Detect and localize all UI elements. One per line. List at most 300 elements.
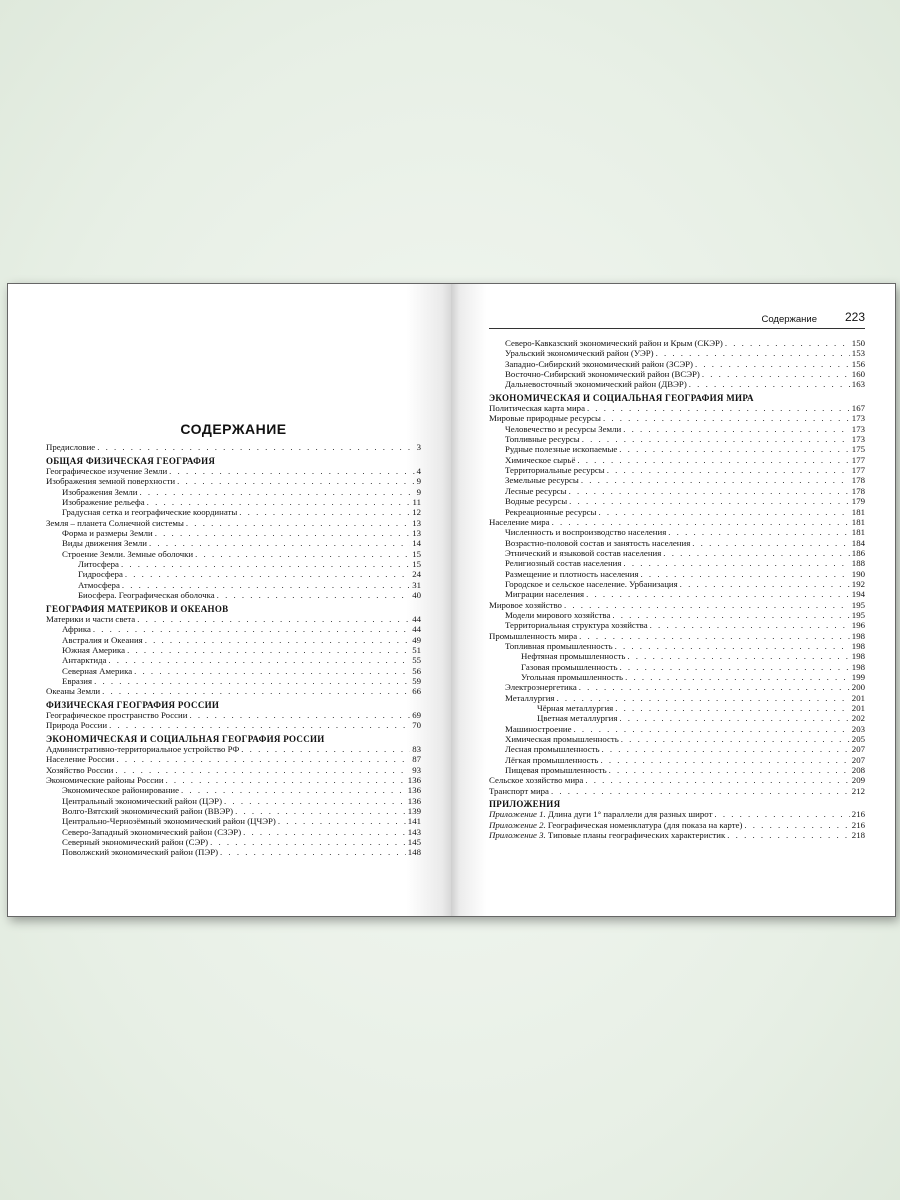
toc-entry[interactable] <box>489 338 865 348</box>
toc-entry[interactable] <box>489 775 865 785</box>
toc-entry-title: Изображения земной поверхности <box>46 476 176 487</box>
toc-entry-title: Лёгкая промышленность <box>505 754 599 765</box>
dot-leader <box>615 641 850 651</box>
toc-entry-title: Океаны Земли <box>46 686 101 697</box>
toc-left-column <box>46 421 421 858</box>
toc-entry[interactable] <box>489 600 865 610</box>
toc-entry[interactable] <box>489 507 865 517</box>
toc-entry[interactable] <box>489 693 865 703</box>
toc-entry[interactable] <box>489 538 865 548</box>
toc-entry[interactable] <box>46 569 421 579</box>
dot-leader <box>181 785 406 795</box>
toc-entry[interactable] <box>489 455 865 465</box>
dot-leader <box>601 744 849 754</box>
dot-leader <box>577 455 849 465</box>
dot-leader <box>619 713 849 723</box>
toc-entry-title: Человечество и ресурсы Земли <box>505 423 622 434</box>
toc-entry[interactable] <box>489 434 865 444</box>
toc-entry-title: Градусная сетка и географические координаты <box>62 507 238 518</box>
toc-entry-title: Западно-Сибирский экономический район (ЗСЭР) <box>505 358 693 369</box>
toc-entry-title: Транспорт мира <box>489 785 549 796</box>
dot-leader <box>217 590 411 600</box>
toc-page-number: 44 <box>412 613 421 624</box>
toc-page-number: 9 <box>416 486 421 497</box>
dot-leader <box>615 703 850 713</box>
dot-leader <box>725 338 850 348</box>
toc-page-number: 136 <box>407 775 421 785</box>
dot-leader <box>169 466 414 476</box>
toc-entry-title: Восточно-Сибирский экономический район (ВСЭР) <box>505 369 700 380</box>
toc-entry[interactable] <box>46 686 421 696</box>
dot-leader <box>210 837 406 847</box>
toc-entry-title: Водные ресурсы <box>505 496 568 507</box>
toc-entry[interactable] <box>46 466 421 476</box>
toc-entry-title: Газовая промышленность <box>521 661 618 672</box>
toc-entry-title: Рекреационные ресурсы <box>505 506 597 517</box>
dot-leader <box>117 754 411 764</box>
toc-entry[interactable] <box>46 816 421 826</box>
toc-page-number: 163 <box>851 379 865 390</box>
dot-leader <box>623 424 850 434</box>
toc-page-number: 208 <box>851 765 865 776</box>
toc-entry-title: Гидросфера <box>78 569 123 580</box>
toc-page-number: 179 <box>851 496 865 507</box>
toc-entry-title <box>489 830 725 840</box>
dot-leader <box>586 589 850 599</box>
toc-page-number: 205 <box>851 734 865 745</box>
toc-entry-title: Население мира <box>489 516 550 527</box>
dot-leader <box>145 635 410 645</box>
toc-page-number: 136 <box>407 795 421 806</box>
dot-leader <box>189 710 410 720</box>
toc-page-number: 4 <box>416 466 421 477</box>
dot-leader <box>600 755 849 765</box>
section-heading: ЭКОНОМИЧЕСКАЯ И СОЦИАЛЬНАЯ ГЕОГРАФИЯ РОССИИ <box>46 733 325 744</box>
toc-entry[interactable] <box>489 755 865 765</box>
dot-leader <box>102 686 410 696</box>
toc-entry-title: Антарктида <box>62 655 107 666</box>
toc-entry-title: Северный экономический район (СЭР) <box>62 837 209 848</box>
toc-page-number: 40 <box>412 590 421 601</box>
toc-page-number: 153 <box>851 348 865 359</box>
toc-entry-title: Численность и воспроизводство населения <box>505 527 667 538</box>
toc-entry-title: Топливные ресурсы <box>505 434 580 445</box>
toc-page-number: 56 <box>412 665 421 676</box>
dot-leader <box>122 580 410 590</box>
toc-page-number: 173 <box>851 423 865 434</box>
toc-entry-title: Религиозный состав населения <box>505 558 622 569</box>
dot-leader <box>621 734 850 744</box>
dot-leader <box>186 518 410 528</box>
toc-page-number: 178 <box>851 475 865 486</box>
toc-page-number: 198 <box>851 661 865 672</box>
toc-entry[interactable] <box>46 580 421 590</box>
toc-entry-title: Географическое изучение Земли <box>46 466 168 477</box>
dot-leader <box>579 631 850 641</box>
dot-leader <box>115 765 410 775</box>
toc-entry-title: Северо-Кавказский экономический район и Крым (СКЭР) <box>505 338 723 348</box>
toc-entry-title: Изображения Земли <box>62 486 138 497</box>
toc-entry-title: Предисловие <box>46 442 96 453</box>
toc-entry[interactable] <box>489 830 865 840</box>
dot-leader <box>695 359 850 369</box>
appendix-title: Типовые планы географических характеристик <box>545 830 726 841</box>
toc-page-number: 93 <box>412 764 421 775</box>
toc-entry[interactable] <box>46 744 421 754</box>
toc-entry-title: Австралия и Океания <box>62 634 143 645</box>
toc-page-number: 207 <box>851 744 865 755</box>
dot-leader <box>134 666 410 676</box>
dot-leader <box>551 786 850 796</box>
dot-leader <box>155 528 410 538</box>
toc-page-number: 196 <box>851 620 865 631</box>
toc-entry-title: Строение Земли. Земные оболочки <box>62 548 194 559</box>
toc-entry[interactable] <box>489 413 865 423</box>
toc-page-number: 184 <box>851 537 865 548</box>
dot-leader <box>623 558 849 568</box>
toc-entry[interactable] <box>46 518 421 528</box>
toc-entry-title: Мировое хозяйство <box>489 599 562 610</box>
toc-entry-title: Земельные ресурсы <box>505 475 579 486</box>
toc-page-number: 14 <box>412 538 421 549</box>
toc-entry-title: Чёрная металлургия <box>537 703 614 714</box>
toc-entry-title: Химическое сырьё <box>505 454 576 465</box>
toc-entry[interactable] <box>46 549 421 559</box>
toc-entry[interactable] <box>489 641 865 651</box>
dot-leader <box>241 744 410 754</box>
toc-entry[interactable] <box>46 837 421 847</box>
toc-entry-title: Сельское хозяйство мира <box>489 775 584 786</box>
toc-page-number: 15 <box>412 559 421 570</box>
toc-entry[interactable] <box>46 624 421 634</box>
toc-entry-title: Лесные ресурсы <box>505 485 567 496</box>
toc-entry[interactable] <box>46 765 421 775</box>
toc-entry[interactable] <box>46 676 421 686</box>
toc-entry[interactable] <box>46 442 421 452</box>
toc-entry[interactable] <box>489 569 865 579</box>
appendix-label: Приложение 3. <box>489 830 546 841</box>
section-heading: ПРИЛОЖЕНИЯ <box>489 799 561 810</box>
toc-entry[interactable] <box>489 786 865 796</box>
dot-leader <box>625 672 850 682</box>
toc-page-number: 83 <box>412 743 421 754</box>
toc-page-number: 201 <box>851 692 865 703</box>
toc-entry[interactable] <box>489 369 865 379</box>
toc-entry[interactable] <box>489 527 865 537</box>
toc-entry[interactable] <box>46 710 421 720</box>
dot-leader <box>587 403 850 413</box>
toc-page-number: 51 <box>412 644 421 655</box>
toc-entry[interactable] <box>489 672 865 682</box>
toc-entry[interactable] <box>489 809 865 819</box>
dot-leader <box>278 816 406 826</box>
toc-entry-title: Евразия <box>62 675 93 686</box>
dot-leader <box>127 645 410 655</box>
toc-page-number: 203 <box>851 723 865 734</box>
toc-entry-title: Политическая карта мира <box>489 403 585 414</box>
toc-entry-title: Экономическое районирование <box>62 785 180 796</box>
toc-page-number: 207 <box>851 754 865 765</box>
toc-entry[interactable] <box>46 827 421 837</box>
toc-page-number: 44 <box>412 624 421 635</box>
toc-entry[interactable] <box>489 548 865 558</box>
dot-leader <box>97 442 414 452</box>
dot-leader <box>603 413 850 423</box>
toc-entry[interactable] <box>489 444 865 454</box>
toc-page-number: 13 <box>412 528 421 539</box>
toc-page-number: 178 <box>851 485 865 496</box>
appendix-label: Приложение 1. <box>489 809 546 820</box>
toc-entry-title: Возрастно-половой состав и занятость населения <box>505 537 691 548</box>
toc-page-number: 186 <box>851 547 865 558</box>
toc-entry-title: Форма и размеры Земли <box>62 528 153 539</box>
toc-entry[interactable] <box>489 662 865 672</box>
dot-leader <box>663 548 850 558</box>
dot-leader <box>556 693 849 703</box>
toc-entry[interactable] <box>489 486 865 496</box>
toc-page-number: 15 <box>412 548 421 559</box>
toc-page-number: 173 <box>851 413 865 424</box>
toc-page-number: 11 <box>412 497 421 508</box>
toc-entry-title: Литосфера <box>78 559 119 570</box>
toc-entry[interactable] <box>489 620 865 630</box>
toc-page-number: 181 <box>851 516 865 527</box>
toc-entry-title: Природа России <box>46 720 108 731</box>
toc-entry-title: Географическое пространство России <box>46 709 188 720</box>
toc-entry[interactable] <box>46 614 421 624</box>
dot-leader <box>619 662 849 672</box>
toc-entry[interactable] <box>489 703 865 713</box>
dot-leader <box>139 487 414 497</box>
dot-leader <box>627 651 849 661</box>
toc-entry-title: Северная Америка <box>62 665 133 676</box>
dot-leader <box>564 600 850 610</box>
toc-entry-title: Цветная металлургия <box>537 713 618 724</box>
toc-entry[interactable] <box>46 655 421 665</box>
toc-entry[interactable] <box>46 528 421 538</box>
toc-entry[interactable] <box>489 820 865 830</box>
toc-page-number: 188 <box>851 558 865 569</box>
toc-entry-title: Центральный экономический район (ЦЭР) <box>62 795 223 806</box>
dot-leader <box>93 624 410 634</box>
toc-entry-title: Южная Америка <box>62 644 126 655</box>
toc-page-number: 9 <box>416 476 421 487</box>
book-spread <box>7 283 896 917</box>
toc-page-number: 69 <box>412 709 421 720</box>
dot-leader <box>147 497 411 507</box>
dot-leader <box>714 809 849 819</box>
dot-leader <box>581 475 850 485</box>
toc-page-number: 181 <box>851 506 865 517</box>
toc-page-number: 143 <box>407 826 421 837</box>
toc-page-number: 24 <box>412 569 421 580</box>
toc-entry-title: Металлургия <box>505 692 555 703</box>
dot-leader <box>579 682 850 692</box>
toc-entry-title: Атмосфера <box>78 579 120 590</box>
toc-entry[interactable] <box>46 796 421 806</box>
toc-entry[interactable] <box>489 496 865 506</box>
toc-entry[interactable] <box>489 713 865 723</box>
running-head-title: Содержание <box>761 314 817 325</box>
dot-leader <box>702 369 850 379</box>
toc-entry-title: Материки и части света <box>46 613 136 624</box>
dot-leader <box>235 806 406 816</box>
dot-leader <box>582 434 850 444</box>
dot-leader <box>121 559 410 569</box>
toc-entry[interactable] <box>46 538 421 548</box>
toc-page-number: 70 <box>412 720 421 731</box>
toc-entry[interactable] <box>489 631 865 641</box>
toc-entry[interactable] <box>489 424 865 434</box>
toc-entry[interactable] <box>46 590 421 600</box>
toc-entry[interactable] <box>489 765 865 775</box>
dot-leader <box>656 348 850 358</box>
toc-entry-title: Пищевая промышленность <box>505 765 607 776</box>
toc-entry-title: Химическая промышленность <box>505 734 619 745</box>
toc-entry-title: Северо-Западный экономический район (СЗЭР) <box>62 826 242 837</box>
toc-entry[interactable] <box>489 475 865 485</box>
running-head <box>489 312 865 329</box>
toc-entry[interactable] <box>489 465 865 475</box>
toc-entry-title: Промышленность мира <box>489 630 578 641</box>
section-heading: ГЕОГРАФИЯ МАТЕРИКОВ И ОКЕАНОВ <box>46 603 229 614</box>
toc-entry[interactable] <box>46 754 421 764</box>
toc-entry[interactable] <box>46 635 421 645</box>
toc-entry-title: Угольная промышленность <box>521 672 624 682</box>
toc-entry-title: Волго-Вятский экономический район (ВВЭР) <box>62 806 234 817</box>
right-page <box>451 284 895 916</box>
toc-page-number: 195 <box>851 599 865 610</box>
dot-leader <box>609 765 850 775</box>
dot-leader <box>243 827 406 837</box>
dot-leader <box>108 655 410 665</box>
dot-leader <box>650 620 850 630</box>
toc-page-number: 145 <box>407 837 421 848</box>
dot-leader <box>195 549 410 559</box>
dot-leader <box>94 676 410 686</box>
dot-leader <box>149 538 410 548</box>
toc-entry-title: Изображение рельефа <box>62 497 145 508</box>
toc-page-number: 198 <box>851 640 865 651</box>
dot-leader <box>744 820 849 830</box>
toc-entry[interactable] <box>489 348 865 358</box>
toc-entry[interactable] <box>489 682 865 692</box>
dot-leader <box>689 379 850 389</box>
toc-entry-title: Поволжский экономический район (ПЭР) <box>62 847 219 858</box>
toc-entry[interactable] <box>46 806 421 816</box>
toc-entry-title: Мировые природные ресурсы <box>489 413 601 424</box>
toc-page-number: 3 <box>416 442 421 453</box>
toc-entry-title: Экономические районы России <box>46 775 164 785</box>
toc-page-number: 202 <box>851 713 865 724</box>
toc-page-number: 66 <box>412 686 421 697</box>
dot-leader <box>552 517 850 527</box>
toc-entry-title: Виды движения Земли <box>62 538 148 549</box>
toc-entry-title <box>489 809 712 819</box>
toc-page-number: 216 <box>851 809 865 820</box>
toc-entry[interactable] <box>489 744 865 754</box>
toc-entry-title: Размещение и плотность населения <box>505 568 639 579</box>
toc-entry[interactable] <box>489 651 865 661</box>
toc-entry[interactable] <box>46 666 421 676</box>
toc-entry[interactable] <box>46 847 421 857</box>
page-number: 223 <box>844 310 865 324</box>
toc-entry[interactable] <box>489 589 865 599</box>
toc-page-number: 12 <box>412 507 421 518</box>
page-title: СОДЕРЖАНИЕ <box>180 421 287 437</box>
toc-entry[interactable] <box>46 559 421 569</box>
toc-entry[interactable] <box>489 517 865 527</box>
toc-page-number: 181 <box>851 527 865 538</box>
toc-entry-title: Этнический и языковой состав населения <box>505 547 662 558</box>
toc-page-number: 31 <box>412 579 421 590</box>
appendix-title: Длина дуги 1° параллели для разных широт <box>545 809 713 820</box>
toc-entry-title: Городское и сельское население. Урбанизация <box>505 578 678 589</box>
dot-leader <box>692 538 850 548</box>
dot-leader <box>177 476 414 486</box>
toc-page-number: 139 <box>407 806 421 817</box>
toc-page-number: 209 <box>851 775 865 786</box>
toc-entry[interactable] <box>489 734 865 744</box>
toc-page-number: 49 <box>412 634 421 645</box>
dot-leader <box>598 507 849 517</box>
dot-leader <box>166 775 406 785</box>
toc-entry[interactable] <box>489 579 865 589</box>
toc-entry[interactable] <box>46 476 421 486</box>
toc-entry[interactable] <box>46 507 421 517</box>
dot-leader <box>224 796 406 806</box>
toc-page-number: 216 <box>851 819 865 830</box>
toc-right-column <box>489 338 865 841</box>
appendix-label: Приложение 2. <box>489 819 546 830</box>
dot-leader <box>727 830 850 840</box>
toc-entry[interactable] <box>489 379 865 389</box>
toc-entry[interactable] <box>46 720 421 730</box>
dot-leader <box>607 465 850 475</box>
toc-entry-title: Дальневосточный экономический район (ДВЭР) <box>505 379 687 390</box>
toc-page-number: 198 <box>851 630 865 641</box>
toc-entry[interactable] <box>489 359 865 369</box>
toc-page-number: 195 <box>851 609 865 620</box>
toc-page-number: 148 <box>407 847 421 858</box>
toc-entry[interactable] <box>489 724 865 734</box>
toc-page-number: 201 <box>851 703 865 714</box>
toc-entry[interactable] <box>46 645 421 655</box>
toc-entry[interactable] <box>489 558 865 568</box>
toc-page-number: 177 <box>851 465 865 476</box>
dot-leader <box>680 579 850 589</box>
toc-entry-title: Уральский экономический район (УЭР) <box>505 348 654 359</box>
dot-leader <box>585 775 849 785</box>
toc-page-number: 59 <box>412 675 421 686</box>
toc-entry[interactable] <box>46 497 421 507</box>
section-heading: ОБЩАЯ ФИЗИЧЕСКАЯ ГЕОГРАФИЯ <box>46 455 216 466</box>
toc-entry-title: Электроэнергетика <box>505 682 577 693</box>
toc-entry[interactable] <box>489 403 865 413</box>
toc-entry-title: Территориальная структура хозяйства <box>505 620 648 631</box>
appendix-title: Географическая номенклатура (для показа на карте) <box>545 819 743 830</box>
toc-entry[interactable] <box>46 775 421 785</box>
toc-page-number: 194 <box>851 589 865 600</box>
toc-entry-title: Биосфера. Географическая оболочка <box>78 590 215 601</box>
toc-entry[interactable] <box>46 487 421 497</box>
toc-entry[interactable] <box>46 785 421 795</box>
toc-entry[interactable] <box>489 610 865 620</box>
toc-entry-title <box>489 820 742 830</box>
dot-leader <box>569 496 850 506</box>
toc-entry-title: Африка <box>62 624 91 635</box>
toc-entry-title: Хозяйство России <box>46 764 114 775</box>
